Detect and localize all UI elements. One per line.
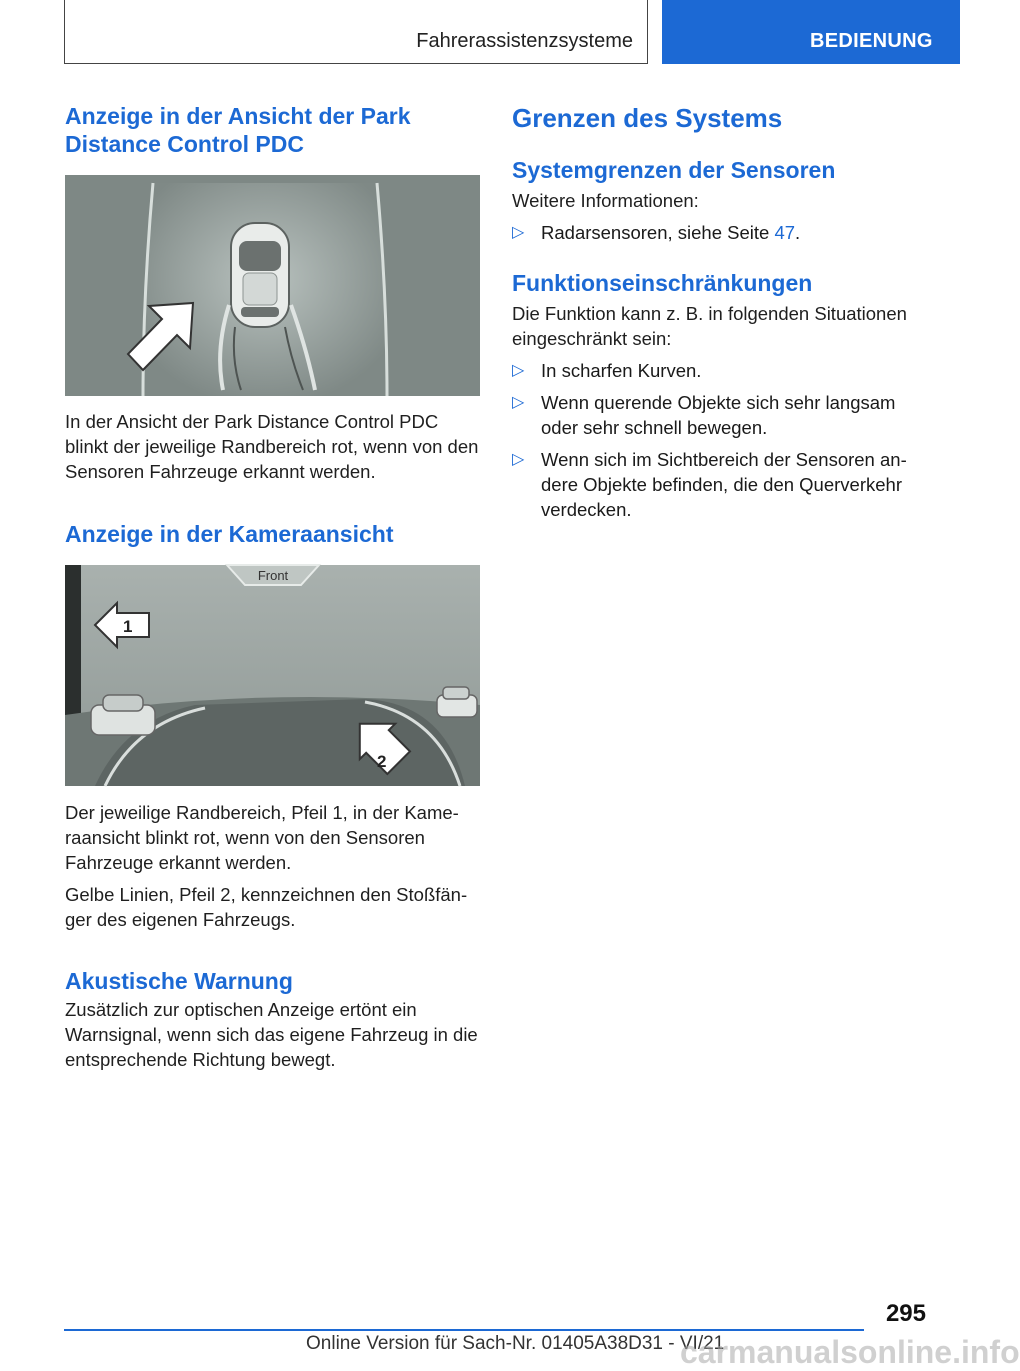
radar-text: Radarsensoren, siehe Seite [541, 222, 775, 243]
front-label: Front [257, 568, 289, 583]
heading-camera-view: Anzeige in der Kameraansicht [65, 521, 394, 547]
list-item [512, 358, 928, 383]
footer-online-version: Online Version für Sach-Nr. 01405A38D31 - VI/21 [306, 1333, 725, 1354]
paragraph-camera-2: Gelbe Linien, Pfeil 2, kennzeichnen den Stoßfänger des eigenen Fahrzeugs. [65, 884, 468, 930]
heading-function-limits: Funktionseinschränkungen [512, 270, 813, 296]
camera-view-illustration [65, 565, 480, 786]
pdc-view-figure [65, 175, 480, 396]
heading-pdc-view: Anzeige in der Ansicht der Park Distance Control PDC [65, 103, 411, 157]
list-item-text: In scharfen Kurven. [541, 360, 702, 381]
pdc-view-illustration [65, 175, 480, 396]
watermark: carmanualsonline.info [680, 1334, 1020, 1370]
list-item-text: Wenn querende Objekte sich sehr langsam oder sehr schnell bewegen. [541, 392, 896, 438]
footer-divider [64, 1329, 864, 1331]
paragraph-acoustic: Zusätzlich zur optischen Anzeige ertönt ein Warnsignal, wenn sich das eigene Fahrzeug in die entsprechende Richtung bewegt. [65, 999, 478, 1070]
list-item-radar [512, 220, 928, 245]
page-number: 295 [885, 1300, 926, 1327]
list-item [512, 447, 928, 522]
paragraph-pdc: In der Ansicht der Park Distance Control PDC blinkt der jeweilige Randbereich rot, wenn von den Sensoren Fahrzeuge erkannt werden. [65, 411, 479, 482]
section-tab: BEDIENUNG [662, 0, 960, 64]
list-item-text: Wenn sich im Sichtbereich der Sensoren andere Objekte befinden, die den Querverkehr verdecken. [541, 449, 907, 520]
paragraph-camera-1: Der jeweilige Randbereich, Pfeil 1, in der Kameraansicht blinkt rot, wenn von den Sensoren Fahrzeuge erkannt werden. [65, 802, 459, 873]
arrow-2-label: 2 [377, 752, 387, 771]
heading-sensor-limits: Systemgrenzen der Sensoren [512, 157, 836, 183]
chapter-title: Fahrerassistenzsysteme [416, 30, 633, 52]
page-link-47[interactable]: 47 [774, 222, 796, 243]
bullet-triangle-icon: ▷ [512, 451, 525, 468]
paragraph-more-info: Weitere Informationen: [512, 190, 699, 211]
bullet-triangle-icon: ▷ [512, 362, 525, 379]
arrow-1-label: 1 [123, 617, 133, 636]
heading-acoustic-warning: Akustische Warnung [65, 968, 293, 994]
list-item [512, 390, 928, 440]
left-column [65, 102, 480, 1072]
heading-system-limits: Grenzen des Systems [512, 103, 783, 133]
bullet-triangle-icon: ▷ [512, 394, 525, 411]
header-frame [64, 0, 648, 64]
paragraph-function-intro: Die Funktion kann z. B. in folgenden Situationen eingeschränkt sein: [512, 303, 907, 349]
right-column [512, 102, 928, 522]
car-top-view [231, 223, 289, 327]
camera-view-figure [65, 565, 480, 786]
bullet-triangle-icon: ▷ [512, 224, 525, 241]
radar-period: . [795, 222, 801, 243]
